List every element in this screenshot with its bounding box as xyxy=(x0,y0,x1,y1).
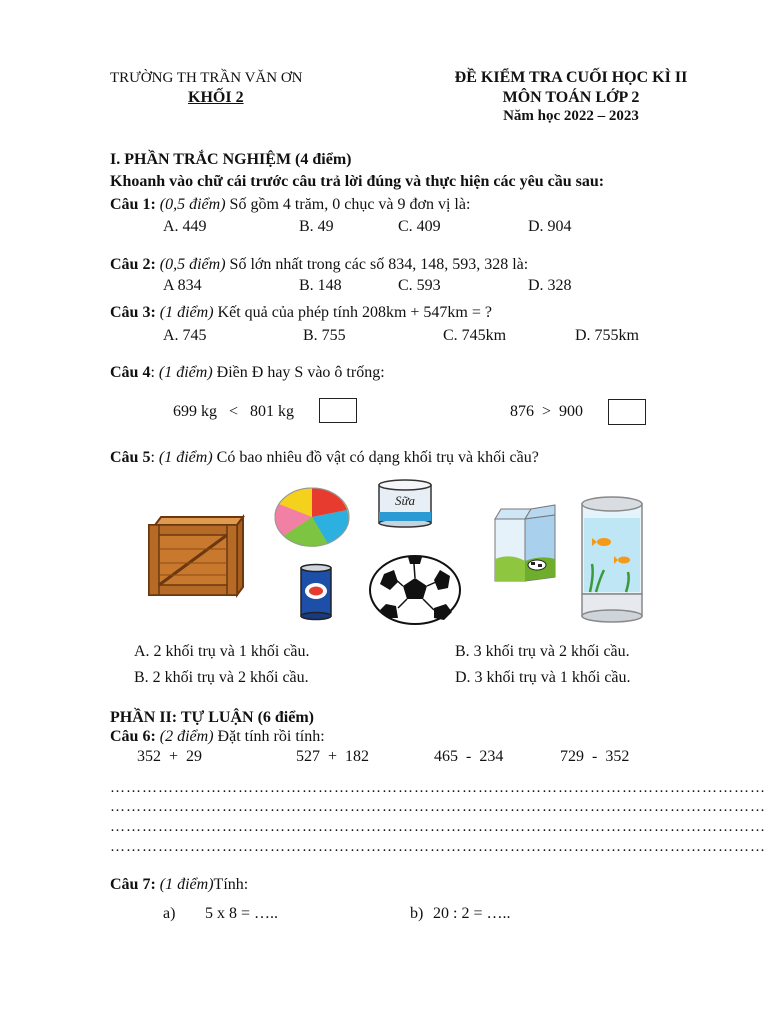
q6-calc-3: 465 - 234 xyxy=(434,748,504,765)
question-4: Câu 4: (1 điểm) Điền Đ hay S vào ô trống: xyxy=(110,364,385,381)
soda-can-image xyxy=(298,563,334,621)
q5-option-d[interactable]: D. 3 khối trụ và 1 khối cầu. xyxy=(455,669,631,686)
q6-calc-1: 352 + 29 xyxy=(137,748,203,765)
question-3-label: Câu 3: xyxy=(110,304,156,321)
grade-label: KHỐI 2 xyxy=(188,89,244,106)
answer-line-4[interactable]: …………………………………………………………………………………………………………… xyxy=(110,839,766,855)
question-7-points: (1 điểm) xyxy=(159,876,214,893)
question-6 xyxy=(110,727,325,747)
question-3-points: (1 điểm) xyxy=(159,304,214,321)
q2-option-a[interactable]: A 834 xyxy=(163,277,202,294)
question-1-text: Số gồm 4 trăm, 0 chục và 9 đơn vị là: xyxy=(229,196,471,213)
answer-line-2[interactable]: …………………………………………………………………………………………………………… xyxy=(110,799,766,815)
q1-option-d[interactable]: D. 904 xyxy=(528,218,572,235)
beach-ball-image xyxy=(273,486,351,548)
question-1-points: (0,5 điểm) xyxy=(159,196,226,213)
milk-can-label: Sữa xyxy=(394,493,416,508)
q1-option-b[interactable]: B. 49 xyxy=(299,218,334,235)
question-4-points: (1 điểm) xyxy=(158,364,213,381)
q5-option-a[interactable]: A. 2 khối trụ và 1 khối cầu. xyxy=(134,643,310,660)
part1-instruction: Khoanh vào chữ cái trước câu trả lời đúng và thực hiện các yêu cầu sau: xyxy=(110,173,605,190)
question-6-points: (2 điểm) xyxy=(159,728,214,745)
question-1-label: Câu 1: xyxy=(110,196,156,213)
q3-option-c[interactable]: C. 745km xyxy=(443,327,507,344)
question-5-text: Có bao nhiêu đồ vật có dạng khối trụ và khối cầu? xyxy=(216,449,539,466)
part2-title: PHẦN II: TỰ LUẬN (6 điểm) xyxy=(110,709,314,726)
q4-answer-box-2[interactable] xyxy=(608,399,646,425)
q7-b-label: b) xyxy=(410,905,424,922)
q1-option-a[interactable]: A. 449 xyxy=(163,218,207,235)
question-6-text: Đặt tính rồi tính: xyxy=(217,728,325,745)
q6-calc-4: 729 - 352 xyxy=(560,748,630,765)
exam-subject: MÔN TOÁN LỚP 2 xyxy=(502,89,640,106)
soccer-ball-image xyxy=(368,554,462,626)
q2-option-d[interactable]: D. 328 xyxy=(528,277,572,294)
question-5-points: (1 điểm) xyxy=(158,449,213,466)
question-2-text: Số lớn nhất trong các số 834, 148, 593, 328 là: xyxy=(229,256,529,273)
school-name: TRƯỜNG TH TRẦN VĂN ƠN xyxy=(110,70,303,86)
fish-tank-image xyxy=(578,494,646,624)
question-5-label: Câu 5 xyxy=(110,449,151,466)
school-year: Năm học 2022 – 2023 xyxy=(503,108,639,124)
q5-option-b[interactable]: B. 3 khối trụ và 2 khối cầu. xyxy=(455,643,630,660)
exam-title: ĐỀ KIỂM TRA CUỐI HỌC KÌ II xyxy=(454,69,688,86)
question-7 xyxy=(110,875,248,895)
question-2-points: (0,5 điểm) xyxy=(159,256,226,273)
q3-option-a[interactable]: A. 745 xyxy=(163,327,207,344)
q4-expression-1: 699 kg < 801 kg xyxy=(173,403,295,420)
q3-option-d[interactable]: D. 755km xyxy=(575,327,639,344)
question-2 xyxy=(110,255,528,275)
q5-option-c[interactable]: B. 2 khối trụ và 2 khối cầu. xyxy=(134,669,309,686)
question-5: Câu 5: (1 điểm) Có bao nhiêu đồ vật có dạng khối trụ và khối cầu? xyxy=(110,449,539,466)
q3-option-b[interactable]: B. 755 xyxy=(303,327,346,344)
q2-option-c[interactable]: C. 593 xyxy=(398,277,441,294)
q2-option-b[interactable]: B. 148 xyxy=(299,277,342,294)
answer-line-3[interactable]: …………………………………………………………………………………………………………… xyxy=(110,819,766,835)
q4-expression-2: 876 > 900 xyxy=(510,403,584,420)
answer-line-1[interactable]: …………………………………………………………………………………………………………… xyxy=(110,780,766,796)
question-4-label: Câu 4 xyxy=(110,364,151,381)
question-6-label: Câu 6: xyxy=(110,728,156,745)
question-2-label: Câu 2: xyxy=(110,256,156,273)
part1-title: I. PHẦN TRẮC NGHIỆM (4 điểm) xyxy=(110,151,352,168)
question-7-text: Tính: xyxy=(213,876,249,893)
question-1 xyxy=(110,195,470,215)
q4-answer-box-1[interactable] xyxy=(319,398,357,423)
question-3-text: Kết quả của phép tính 208km + 547km = ? xyxy=(217,304,492,321)
question-7-label: Câu 7: xyxy=(110,876,156,893)
wooden-crate-image xyxy=(147,515,245,597)
q1-option-c[interactable]: C. 409 xyxy=(398,218,441,235)
milk-carton-image xyxy=(491,505,559,583)
milk-can-image xyxy=(376,478,434,528)
q7-a-label: a) xyxy=(163,905,176,922)
question-4-text: Điền Đ hay S vào ô trống: xyxy=(216,364,385,381)
q7-a-expression: 5 x 8 = ….. xyxy=(205,905,279,922)
q6-calc-2: 527 + 182 xyxy=(296,748,370,765)
question-3 xyxy=(110,303,492,323)
q7-b-expression: 20 : 2 = ….. xyxy=(433,905,511,922)
